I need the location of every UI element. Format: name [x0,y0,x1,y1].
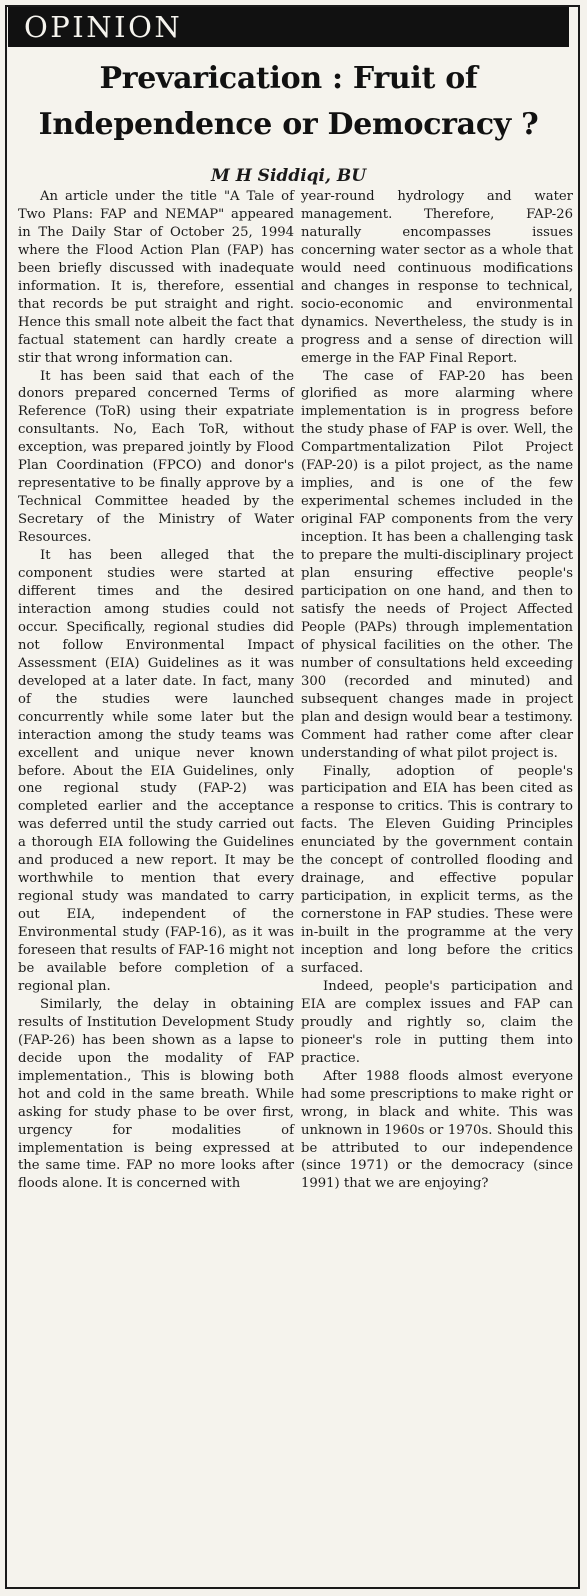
section-header [8,7,569,47]
paragraph: Similarly, the delay in obtaining results of Institution Development Study (FAP-26) has been shown as a lapse to decide upon the modality of FAP implementation., This is blowing both hot and cold in the same breath. While asking for study phase to be over first, urgency for modalities of implementation is being expressed at the same time. FAP no more looks after floods alone. It is concerned with [18,996,294,1192]
right-column [301,188,573,1193]
paragraph: Finally, adoption of people's participation and EIA has been cited as a response to critics. This is contrary to facts. The Eleven Guiding Principles enunciated by the government contain the concept of controlled flooding and drainage, and effective popular participation, in explicit terms, as the cornerstone in FAP studies. These were in-built in the programme at the very inception and long before the critics surfaced. [301,763,573,976]
paragraph: It has been said that each of the donors prepared concerned Terms of Reference (ToR) using their expatriate consultants. No, Each ToR, without exception, was prepared jointly by Flood Plan Coordination (FPCO) and donor's representative to be finally approve by a Technical Committee headed by the Secretary of the Ministry of Water Resources. [18,368,294,546]
paragraph: Indeed, people's participation and EIA are complex issues and FAP can proudly and rightly so, claim the pioneer's role in putting them into practice. [301,978,573,1066]
section-label: OPINION [24,10,183,44]
paragraph: The case of FAP-20 has been glorified as more alarming where implementation is in progress before the study phase of FAP is over. Well, the Compartmentalization Pilot Project (FAP-20) is a pilot project, as the name implies, and is one of the few experimental schemes included in the original FAP components from the very inception. It has been a challenging task to prepare the multi-disciplinary project plan ensuring effective people's participation on one hand, and then to satisfy the needs of Project Affected People (PAPs) through implementation of physical facilities on the other. The number of consultations held exceeding 300 (recorded and minuted) and subsequent changes made in project plan and design would bear a testimony. Comment had rather come after clear understanding of what pilot project is. [301,368,573,761]
paragraph: It has been alleged that the component studies were started at different times and the desired interaction among studies could not occur. Specifically, regional studies did not follow Environmental Impact Assessment (EIA) Guidelines as it was developed at a later date. In fact, many of the studies were launched concurrently while some later but the interaction among the study teams was excellent and unique never known before. About the EIA Guidelines, only one regional study (FAP-2) was completed earlier and the acceptance was deferred until the study carried out a thorough EIA following the Guidelines and produced a new report. It may be worthwhile to mention that every regional study was mandated to carry out EIA, independent of the Environmental study (FAP-16), as it was foreseen that results of FAP-16 might not be available before completion of a regional plan. [18,548,294,994]
headline-line-2: Independence or Democracy ? [38,107,539,142]
byline: M H Siddiqi, BU [210,166,367,186]
paragraph: An article under the title "A Tale of Two Plans: FAP and NEMAP" appeared in The Daily Star of October 25, 1994 where the Flood Action Plan (FAP) has been briefly discussed with inadequate information. It is, therefore, essential that records be put straight and right. Hence this small note albeit the fact that factual statement can hardly create a stir that wrong information can. [18,189,294,366]
paragraph: After 1988 floods almost everyone had some prescriptions to make right or wrong, in black and white. This was unknown in 1960s or 1970s. Should this be attributed to our independence (since 1971) or the democracy (since 1991) that we are enjoying? [301,1068,573,1192]
left-column [18,188,294,1193]
headline-line-1: Prevarication : Fruit of [99,61,478,96]
paragraph: year-round hydrology and water management. Therefore, FAP-26 naturally encompasses issues concerning water sector as a whole that would need continuous modifications and changes in response to technical, socio-economic and environmental dynamics. Nevertheless, the study is in progress and a sense of direction will emerge in the FAP Final Report. [301,189,573,366]
